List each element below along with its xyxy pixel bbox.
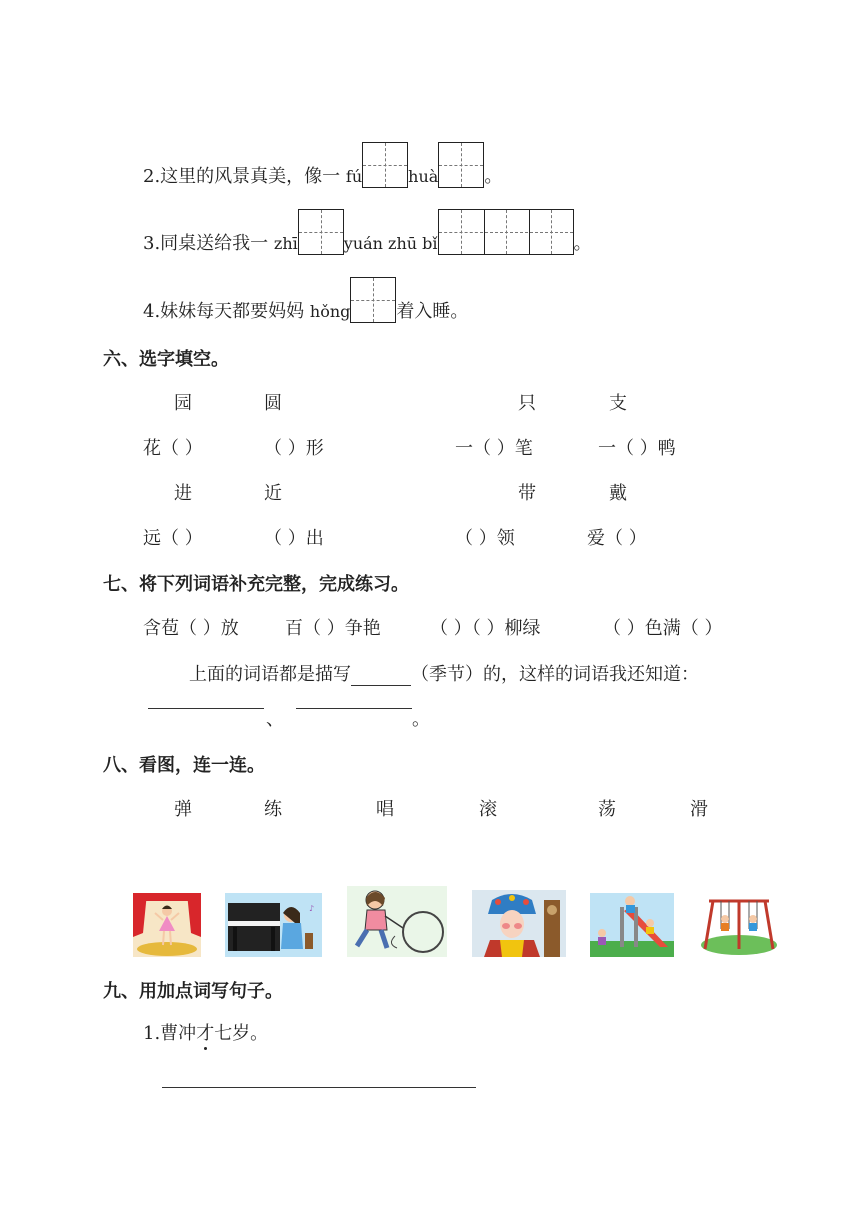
fill-blank[interactable]: 爱（ ） [587,528,647,549]
section-9-item-1 [143,1023,268,1045]
fill-blank[interactable]: 一（ ）鸭 [598,438,676,459]
punctuation: 。 [484,166,503,187]
punctuation: 。 [573,233,592,254]
fill-blank[interactable]: （ ）出 [264,528,324,549]
period: 。 [412,709,430,730]
q5-item-4-suffix: 着入睡。 [396,301,469,322]
q5-item-2 [143,142,502,188]
answer-grid[interactable] [350,277,396,323]
choice-char: 只 [518,393,536,414]
sentence-part: 上面的词语都是描写 [189,664,351,685]
idiom-blank[interactable]: （ ）色满（ ） [603,618,723,639]
answer-grid[interactable] [298,209,344,255]
swing-children-picture[interactable] [699,893,779,957]
answer-line-1[interactable] [148,708,264,709]
q5-item-2-prefix: 2.这里的风景真美，像一 [143,166,341,187]
sentence-part: 1.曹冲 [143,1023,197,1044]
q5-item-4 [143,277,468,323]
verb-lian[interactable]: 练 [264,799,282,820]
choice-char: 戴 [609,483,627,504]
answer-grid[interactable] [362,142,408,188]
answer-line-2[interactable] [296,708,412,709]
verb-dang[interactable]: 荡 [598,799,616,820]
sentence-part: 七岁。 [214,1023,269,1044]
section-7-sentence [189,664,699,686]
q5-item-3-prefix: 3.同桌送给我一 [143,233,269,254]
choice-char: 圆 [264,393,282,414]
fill-blank[interactable]: 一（ ）笔 [455,438,533,459]
pinyin-fu: fú [345,167,363,186]
q5-item-4-prefix: 4.妹妹每天都要妈妈 [143,301,305,322]
section-7-title: 七、将下列词语补充完整，完成练习。 [103,574,409,595]
choice-char: 支 [609,393,627,414]
idiom-blank[interactable]: 百（ ）争艳 [285,618,381,639]
choice-char: 近 [264,483,282,504]
fill-blank[interactable]: 花（ ） [143,438,203,459]
fill-blank[interactable]: （ ）领 [455,528,515,549]
piano-girl-picture[interactable] [225,893,322,957]
svg-text:♪: ♪ [309,904,315,913]
pinyin-zhi: zhī [273,234,298,253]
section-9-title: 九、用加点词写句子。 [103,981,283,1002]
slide-children-picture[interactable] [590,893,674,957]
verb-gun[interactable]: 滚 [479,799,497,820]
pinyin-yuan-zhu-bi: yuán zhū bǐ [343,234,438,253]
season-blank[interactable] [351,667,411,686]
answer-grid[interactable] [438,209,574,255]
answer-grid[interactable] [438,142,484,188]
pinyin-hua: huà [408,167,439,186]
opera-singer-picture[interactable] [472,890,566,957]
write-sentence-line[interactable] [162,1087,476,1088]
choice-char: 园 [174,393,192,414]
verb-tan[interactable]: 弹 [174,799,192,820]
idiom-blank[interactable]: （ ）（ ）柳绿 [430,618,541,639]
fill-blank[interactable]: 远（ ） [143,528,203,549]
dotted-word: 才 [196,1023,215,1044]
section-8-title: 八、看图，连一连。 [103,755,265,776]
rolling-hoop-picture[interactable] [347,886,447,957]
pinyin-hong: hǒng [309,302,351,321]
q5-item-3 [143,209,592,255]
dancer-girl-picture[interactable] [133,893,201,957]
fill-blank[interactable]: （ ）形 [264,438,324,459]
sentence-part: （季节）的，这样的词语我还知道： [411,664,699,685]
section-6-title: 六、选字填空。 [103,349,229,370]
choice-char: 带 [518,483,536,504]
idiom-blank[interactable]: 含苞（ ）放 [143,618,239,639]
verb-hua[interactable]: 滑 [690,799,708,820]
verb-chang[interactable]: 唱 [376,799,394,820]
choice-char: 进 [174,483,192,504]
separator: 、 [266,709,284,730]
